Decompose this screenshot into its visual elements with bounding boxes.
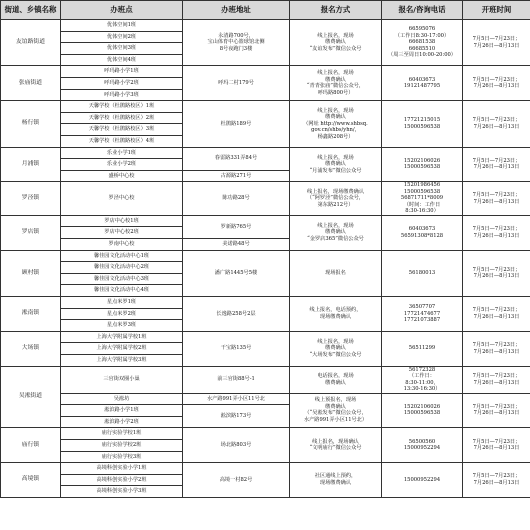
table-row xyxy=(1,428,530,440)
class-point: 优体空间3班 xyxy=(61,43,183,55)
class-point: 馨佳园文化活动中心1班 xyxy=(61,250,183,262)
signup-time: 7月5日—7月23日； 7月26日—8月13日 xyxy=(463,463,530,498)
town-name: 罗泾镇 xyxy=(1,182,61,216)
class-point: 吴淞坊 xyxy=(61,393,183,405)
signup-method: 社区通线上预约， 现场缴费确认 xyxy=(290,463,382,498)
signup-method: 电话报名，现场 缴费确认 xyxy=(290,366,382,393)
signup-phone: 66595076 （工作日8:30-17:00） 66681538 66685510 （周三至周日10:00-20:00） xyxy=(382,20,463,66)
header-phone: 报名/咨询电话 xyxy=(382,1,463,20)
class-address: 杜鹃路189号 xyxy=(183,101,290,147)
class-point: 星点米罗2班 xyxy=(61,308,183,320)
signup-method: 现场报名 xyxy=(290,250,382,296)
signup-time: 7月5日—7月23日； 7月26日—8月13日 xyxy=(463,147,530,182)
signup-method: 线上报名，电话预约， 现场缴费确认 xyxy=(290,296,382,331)
class-point: 星点米罗3班 xyxy=(61,320,183,332)
signup-method: 线上报名，现场 缴费确认 （网址 http://www.shbsq. gov.cn/shbs/yhn/， 杨鑫路208号） xyxy=(290,101,382,147)
class-address: 干宝路135号 xyxy=(183,331,290,366)
header-class-point: 办班点 xyxy=(61,1,183,20)
town-name: 顾村镇 xyxy=(1,250,61,296)
class-address: 陈功路28号 xyxy=(183,182,290,216)
signup-time: 7月5日—7月23日； 7月26日—8月13日 xyxy=(463,331,530,366)
class-address: 罗新路765号 xyxy=(183,215,290,238)
class-point: 天馨学校（杜鹃路校区）4班 xyxy=(61,135,183,147)
class-point: 天馨学校（杜鹃路校区）1班 xyxy=(61,101,183,113)
table-row xyxy=(1,393,530,405)
town-name: 张庙街道 xyxy=(1,66,61,101)
class-point: 罗泾中心校 xyxy=(61,182,183,216)
class-point: 优体空间4班 xyxy=(61,54,183,66)
table-row xyxy=(1,296,530,308)
signup-phone: 56180013 xyxy=(382,250,463,296)
class-point: 淞滨路小学1班 xyxy=(61,405,183,417)
class-point: 馨佳园文化活动中心4班 xyxy=(61,285,183,297)
class-address: 高境一村82号 xyxy=(183,463,290,498)
class-point: 高境科创实验小学3班 xyxy=(61,486,183,498)
signup-time: 7月5日—7月23日； 7月26日—8月13日 xyxy=(463,250,530,296)
town-name: 大场镇 xyxy=(1,331,61,366)
class-address: 春雷路331弄84号 xyxy=(183,147,290,170)
class-point: 馨佳园文化活动中心2班 xyxy=(61,262,183,274)
signup-phone: 60403673 56591308*8128 xyxy=(382,215,463,250)
signup-method: 线上报名，现场 缴费确认 “大场发布”微信公众号 xyxy=(290,331,382,366)
class-point: 优体空间1班 xyxy=(61,20,183,32)
table-row xyxy=(1,182,530,216)
signup-time: 7月5日—7月23日； 7月26日—8月13日 xyxy=(463,66,530,101)
table-row xyxy=(1,101,530,113)
signup-time: 7月5日—7月23日； 7月26日—8月13日 xyxy=(463,296,530,331)
class-address: 古源路271号 xyxy=(183,170,290,182)
table-body xyxy=(1,20,530,498)
signup-method: 线上报名，现场缴费确认 （“阿罗泾”微信公众号， 第东路212号） xyxy=(290,182,382,216)
signup-phone: 56500560 15000952294 xyxy=(382,428,463,463)
class-address: 长逸路258号2层 xyxy=(183,296,290,331)
town-name: 淞南镇 xyxy=(1,296,61,331)
class-point: 盛桥中心校 xyxy=(61,170,183,182)
class-address: 前三官街88号-1 xyxy=(183,366,290,393)
class-point: 罗南中心校 xyxy=(61,239,183,251)
class-point: 高境科创实验小学1班 xyxy=(61,463,183,475)
class-point: 馨佳园文化活动中心3班 xyxy=(61,273,183,285)
town-name: 杨行镇 xyxy=(1,101,61,147)
class-address: 场北路803号 xyxy=(183,428,290,463)
signup-phone: 56511299 xyxy=(382,331,463,366)
signup-phone: 15000952294 xyxy=(382,463,463,498)
signup-method: 线上报名，现场 缴费确认 “友谊发布”微信公众号 xyxy=(290,20,382,66)
signup-method: 线上报名，现场确认 “文明庙行”微信公众号 xyxy=(290,428,382,463)
class-point: 高境科创实验小学2班 xyxy=(61,474,183,486)
class-point: 庙行实验学校1班 xyxy=(61,428,183,440)
class-point: 上海大学附属学校3班 xyxy=(61,354,183,366)
header-start-time: 开班时间 xyxy=(463,1,530,20)
class-point: 庙行实验学校3班 xyxy=(61,451,183,463)
class-point: 淞滨路小学2班 xyxy=(61,416,183,428)
class-point: 乐业小学1班 xyxy=(61,147,183,159)
signup-time: 7月5日—7月23日； 7月26日—8月13日 xyxy=(463,215,530,250)
class-address: 淞滨路173号 xyxy=(183,405,290,428)
signup-time: 7月5日—7月23日； 7月26日—8月13日 xyxy=(463,20,530,66)
class-address: 呼玛二村179号 xyxy=(183,66,290,101)
class-address: 潘广路1445号5楼 xyxy=(183,250,290,296)
table-row xyxy=(1,20,530,32)
class-address: 美诺路48号 xyxy=(183,239,290,251)
signup-time: 7月5日—7月23日； 7月26日—8月13日 xyxy=(463,428,530,463)
header-town: 街道、乡镇名称 xyxy=(1,1,61,20)
class-point: 上海大学附属学校2班 xyxy=(61,343,183,355)
class-point: 天馨学校（杜鹃路校区）2班 xyxy=(61,112,183,124)
signup-time: 7月5日—7月23日； 7月26日—8月13日 xyxy=(463,182,530,216)
class-point: 呼玛路小学3班 xyxy=(61,89,183,101)
class-address: 永清路700号， 宝山体育中心篮球馆北侧 8号夜跑门3楼 xyxy=(183,20,290,66)
signup-method: 线上报名，现场 缴费确认 “青青张庙”微信公众号， 呼玛路800号） xyxy=(290,66,382,101)
table-row xyxy=(1,66,530,78)
signup-phone: 15202106026 15000596538 xyxy=(382,393,463,428)
table-row xyxy=(1,250,530,262)
table-row xyxy=(1,147,530,159)
town-name: 友谊路街道 xyxy=(1,20,61,66)
table-header-row xyxy=(1,1,530,20)
class-point: 罗店中心校1班 xyxy=(61,215,183,227)
signup-time: 7月5日—7月23日； 7月26日—8月13日 xyxy=(463,101,530,147)
class-point: 星点米罗1班 xyxy=(61,296,183,308)
class-point: 优体空间2班 xyxy=(61,31,183,43)
signup-phone: 60403673 19121487795 xyxy=(382,66,463,101)
class-address: 水产路991弄小区11号北 xyxy=(183,393,290,405)
table-row xyxy=(1,463,530,475)
class-point: 庙行实验学校2班 xyxy=(61,439,183,451)
signup-method: 线上报名，现场 缴费确认 “月浦发布”微信公众号 xyxy=(290,147,382,182)
class-point: 呼玛路小学2班 xyxy=(61,77,183,89)
town-name: 月浦镇 xyxy=(1,147,61,182)
table-row xyxy=(1,331,530,343)
signup-method: 线上报名，现场 缴费确认 “金罗店365”微信公众号 xyxy=(290,215,382,250)
class-point: 天馨学校（杜鹃路校区）3班 xyxy=(61,124,183,136)
class-point: 上海大学附属学校1班 xyxy=(61,331,183,343)
table-row xyxy=(1,366,530,393)
class-point: 三官街双圈小巢 xyxy=(61,366,183,393)
town-name: 罗店镇 xyxy=(1,215,61,250)
header-address: 办班地址 xyxy=(183,1,290,20)
table-row xyxy=(1,215,530,227)
class-point: 罗店中心校2班 xyxy=(61,227,183,239)
town-name: 吴淞街道 xyxy=(1,366,61,428)
signup-phone: 36507707 17721474677 17721073887 xyxy=(382,296,463,331)
signup-time: 7月5日—7月23日； 7月26日—8月13日 xyxy=(463,366,530,393)
signup-phone: 17721215015 15000596538 xyxy=(382,101,463,147)
town-name: 庙行镇 xyxy=(1,428,61,463)
signup-phone: 15201986456 15000596538 56871711*8009 （时间：工作日 8:30-16:30） xyxy=(382,182,463,216)
town-name: 高境镇 xyxy=(1,463,61,498)
signup-phone: 56172328 （工作日： 8:30-11:00， 13:30-16:30） xyxy=(382,366,463,393)
class-point: 呼玛路小学1班 xyxy=(61,66,183,78)
signup-method: 线上预报名，现场 缴费确认 （“吴淞发布”微信公众号， 水产路991弄小区11号北） xyxy=(290,393,382,428)
signup-phone: 15202106026 15000596538 xyxy=(382,147,463,182)
signup-time: 7月5日—7月23日； 7月26日—8月13日 xyxy=(463,393,530,428)
header-signup-method: 报名方式 xyxy=(290,1,382,20)
class-point: 乐业小学2班 xyxy=(61,159,183,171)
